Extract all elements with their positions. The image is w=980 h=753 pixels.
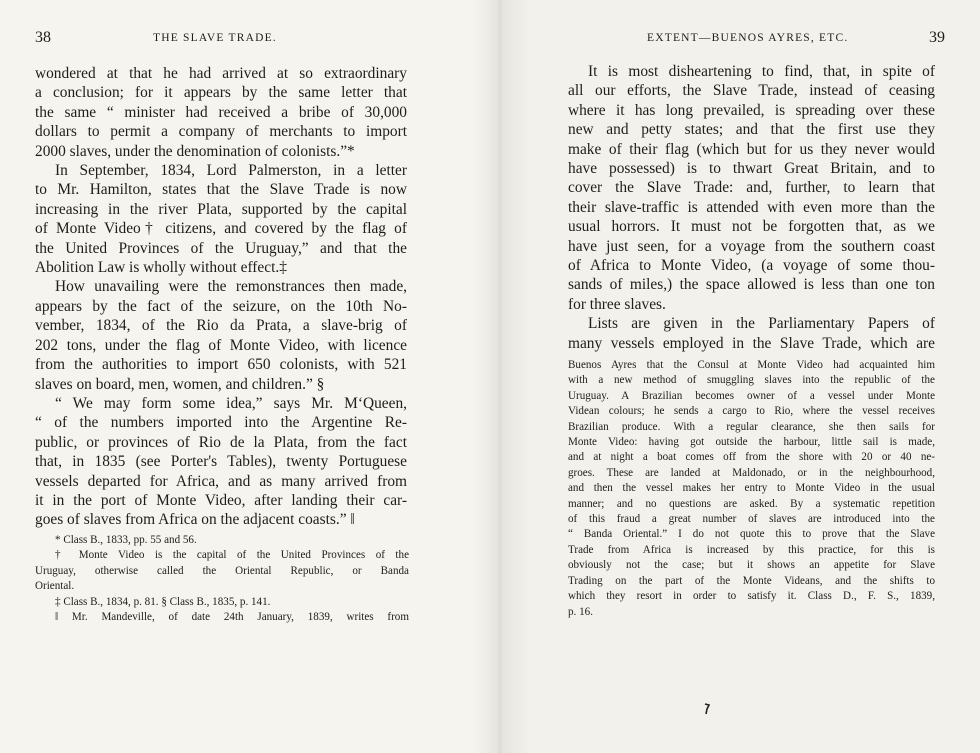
right-footnote-line: of this fraud a great number of slaves are introduced into the: [568, 513, 935, 526]
right-footnote-line: groes. These are landed at Maldonado, or in the neighbourhood,: [568, 466, 935, 479]
left-body-line: vessels departed for Africa, and as many arrived from: [35, 472, 407, 490]
left-body-line: “ of the numbers imported into the Argentine Re-: [35, 414, 407, 432]
right-body-line: their slave-traffic is attended with even more than the: [568, 198, 935, 216]
left-body-line: goes of slaves from Africa on the adjacent coasts.” ‖: [35, 511, 355, 529]
left-body-text: [35, 64, 407, 530]
right-body-line: have possessed) is to thwart Great Britain, and to: [568, 160, 935, 178]
left-body-line: from the authorities to import 650 colonists, with 521: [35, 356, 407, 374]
right-body-line: Lists are given in the Parliamentary Papers of: [588, 315, 935, 333]
left-running-head: [35, 29, 410, 52]
right-body-line: new and petty states; and that the first use they: [568, 121, 935, 139]
right-body-line: all our efforts, the Slave Trade, instead of ceasing: [568, 82, 935, 100]
left-body-line: a conclusion; for it appears by the same letter that: [35, 84, 407, 102]
left-body-line: the same “ minister had received a bribe of 30,000: [35, 103, 407, 121]
right-body-line: cover the Slave Trade: and, further, to learn that: [568, 179, 935, 197]
right-running-head: [585, 29, 945, 52]
left-footnote-line: ‡ Class B., 1834, p. 81. § Class B., 1835, p. 141.: [55, 595, 271, 608]
left-body-line: In September, 1834, Lord Palmerston, in a letter: [55, 162, 407, 180]
left-footnotes: [35, 533, 409, 625]
right-footnote-line: and at night a boat comes off from the shore with 20 or 40 ne-: [568, 451, 935, 464]
right-footnote-line: and then the vessel makes her entry to Monte Video in the usual: [568, 482, 935, 495]
right-body-line: have just seen, for a voyage from the southern coast: [568, 237, 935, 255]
left-body-line: to Mr. Hamilton, states that the Slave Trade is now: [35, 181, 407, 199]
right-footnote-line: which they resort in order to satisfy it. Class D., F. S., 1839,: [568, 590, 935, 603]
left-body-line: public, or provinces of Rio de la Plata, from the fact: [35, 433, 407, 451]
right-footnote-line: with a new method of smuggling slaves into the republic of the: [568, 374, 935, 387]
right-footnotes: [568, 358, 935, 620]
left-body-line: appears by the fact of the seizure, on the 10th No-: [35, 297, 407, 315]
left-footnote-line: ‖ Mr. Mandeville, of date 24th January, 1839, writes from: [55, 611, 409, 624]
left-body-line: it in the port of Monte Video, after landing their car-: [35, 491, 407, 509]
right-page-number: 39: [929, 29, 945, 46]
left-body-line: the United Provinces of the Uruguay,” and that the: [35, 239, 407, 257]
left-body-line: of Monte Video† citizens, and covered by the flag of: [35, 220, 407, 238]
right-footnote-line: Brazilian produce. With a regular clearance, she then sails for: [568, 420, 935, 433]
left-page-number: 38: [35, 29, 51, 46]
left-body-line: 2000 slaves, under the denomination of colonists.”*: [35, 142, 355, 160]
right-body-line: where it has long prevailed, is spreading over these: [568, 101, 935, 119]
right-body-line: sands of miles,) the space allowed is less than one ton: [568, 276, 935, 294]
left-body-line: increasing in the river Plata, supported by the capital: [35, 200, 407, 218]
left-running-title: THE SLAVE TRADE.: [153, 32, 277, 44]
right-footnote-line: p. 16.: [568, 605, 593, 618]
right-running-title: EXTENT—BUENOS AYRES, ETC.: [647, 32, 849, 44]
right-body-line: of Africa to Monte Video, (a voyage of some thou-: [568, 257, 935, 275]
right-footnote-line: Trade from Africa is increased by this practice, for this is: [568, 543, 935, 556]
right-footnote-line: manner; and no questions are asked. By a systematic repetition: [568, 497, 935, 510]
right-footnote-line: Monte Video: having got outside the harbour, little sail is made,: [568, 436, 935, 449]
left-footnote-line: † Monte Video is the capital of the United Provinces of the: [55, 549, 409, 562]
left-body-line: 202 tons, under the flag of Monte Video, with licence: [35, 336, 407, 354]
right-footnote-line: Buenos Ayres that the Consul at Monte Video had acquainted him: [568, 359, 935, 371]
right-body-line: for three slaves.: [568, 295, 666, 313]
right-body-line: usual horrors. It must not be forgotten that, as we: [568, 218, 935, 236]
right-footnote-line: obviously not the case; but it shows an appetite for Slave: [568, 559, 935, 572]
right-footnote-line: “ Banda Oriental.” I do not quote this to prove that the Slave: [568, 528, 935, 541]
ink-mark-decoration: [703, 703, 711, 715]
left-footnote-line: Oriental.: [35, 580, 75, 593]
right-footnote-line: Videan colours; he sends a cargo to Rio, where the vessel receives: [568, 405, 935, 418]
left-footnote-line: Uruguay, otherwise called the Oriental Republic, or Banda: [35, 564, 409, 577]
left-body-line: vember, 1834, of the Rio da Prata, a slave-brig of: [35, 317, 407, 335]
left-body-line: dollars to permit a company of merchants to import: [35, 123, 407, 141]
left-body-line: that, in 1835 (see Porter's Tables), twenty Portuguese: [35, 453, 407, 471]
right-footnote-line: Uruguay. A Brazilian becomes owner of a vessel under Monte: [568, 389, 935, 402]
left-body-line: Abolition Law is wholly without effect.‡: [35, 259, 287, 277]
left-body-line: How unavailing were the remonstrances then made,: [55, 278, 407, 296]
right-footnote-line: Trading on the part of the Monte Videans, and the shifts to: [568, 574, 935, 587]
right-body-text: [568, 62, 935, 353]
right-body-line: many vessels employed in the Slave Trade, which are: [568, 334, 935, 352]
left-body-line: “ We may form some idea,” says Mr. M‘Queen,: [55, 394, 407, 412]
left-body-line: slaves on board, men, women, and children.” §: [35, 375, 325, 393]
left-body-line: wondered at that he had arrived at so extraordinary: [35, 65, 407, 82]
right-body-line: It is most disheartening to find, that, in spite of: [588, 63, 935, 80]
left-footnote-line: * Class B., 1833, pp. 55 and 56.: [55, 534, 197, 546]
right-page: [490, 0, 980, 753]
right-body-line: make of their flag (which but for us they never would: [568, 140, 935, 158]
